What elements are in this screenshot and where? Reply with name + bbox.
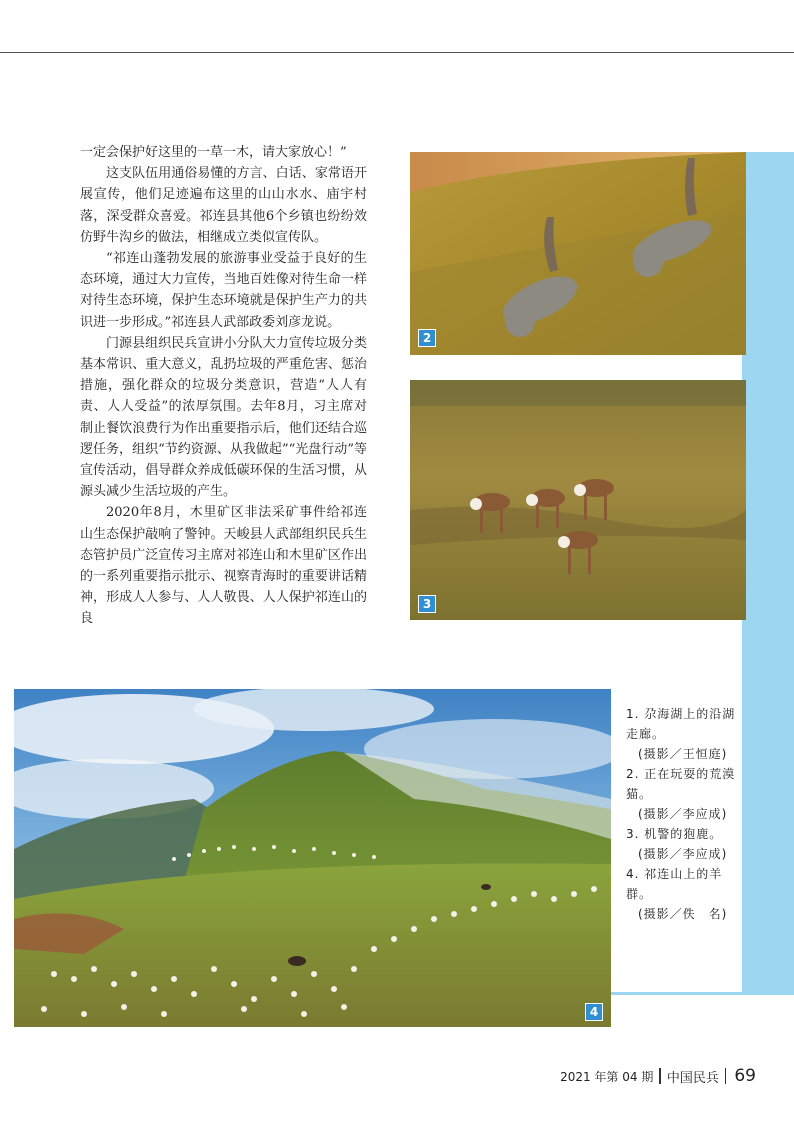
caption-2: 2. 正在玩耍的荒漠猫。 [626, 767, 736, 801]
photo-number-badge: 3 [418, 595, 436, 613]
magazine-title: 中国民兵 [666, 1070, 719, 1086]
caption-1-credit: (摄影／王恒庭) [638, 747, 728, 761]
decorative-blue-band-bottom [610, 992, 742, 995]
decorative-blue-band [742, 152, 794, 995]
article-body [80, 142, 367, 630]
caption-1: 1. 尕海湖上的沿湖走廊。 [626, 707, 736, 741]
footer-divider [725, 1068, 727, 1084]
article-paragraph: “祁连山蓬勃发展的旅游事业受益于良好的生态环境，通过大力宣传，当地百姓像对待生命一样对待生态环境，保护生态环境就是保护生产力的共识进一步形成。”祁连县人武部政委刘彦龙说。 [80, 251, 367, 330]
page-footer [560, 1066, 756, 1086]
caption-2-credit: (摄影／李应成) [638, 807, 728, 821]
article-paragraph: 门源县组织民兵宣讲小分队大力宣传垃圾分类基本常识、重大意义，乱扔垃圾的严重危害、惩治措施，强化群众的垃圾分类意识，营造“人人有责、人人受益”的浓厚氛围。去年8月，习主席对制止餐饮浪费行为作出重要指示后，他们还结合巡逻任务，组织“节约资源、从我做起”“光盘行动”等宣传活动，倡导群众养成低碳环保的生活习惯，从源头减少生活垃圾的产生。 [80, 335, 367, 500]
photo-roe-deer [410, 380, 746, 620]
caption-3: 3. 机警的狍鹿。 [626, 827, 723, 841]
photo-number-badge: 2 [418, 329, 436, 347]
page-number: 69 [734, 1066, 756, 1086]
photo-sheep-flock [14, 689, 611, 1027]
photo-number-badge: 4 [585, 1003, 603, 1021]
footer-divider [659, 1068, 661, 1084]
photo-sheep-flock-image [14, 689, 611, 1027]
article-paragraph: 一定会保护好这里的一草一木，请大家放心！” [80, 145, 347, 160]
photo-roe-deer-image [410, 380, 746, 620]
photo-captions [626, 704, 736, 924]
issue-label: 2021 年第 04 期 [560, 1069, 654, 1084]
caption-4: 4. 祁连山上的羊群。 [626, 867, 723, 901]
top-rule [0, 52, 794, 53]
article-paragraph: 2020年8月，木里矿区非法采矿事件给祁连山生态保护敲响了警钟。天峻县人武部组织民兵生态管护员广泛宣传习主席对祁连山和木里矿区作出的一系列重要指示批示、视察青海时的重要讲话精神，形成人人参与、人人敬畏、人人保护祁连山的良 [80, 505, 367, 627]
caption-3-credit: (摄影／李应成) [638, 847, 728, 861]
caption-4-credit: (摄影／佚 名) [638, 907, 728, 921]
photo-desert-cats-image [410, 152, 746, 355]
photo-desert-cats [410, 152, 746, 355]
article-paragraph: 这支队伍用通俗易懂的方言、白话、家常语开展宣传，他们足迹遍布这里的山山水水、庙宇村落，深受群众喜爱。祁连县其他6个乡镇也纷纷效仿野牛沟乡的做法，相继成立类似宣传队。 [80, 166, 367, 245]
